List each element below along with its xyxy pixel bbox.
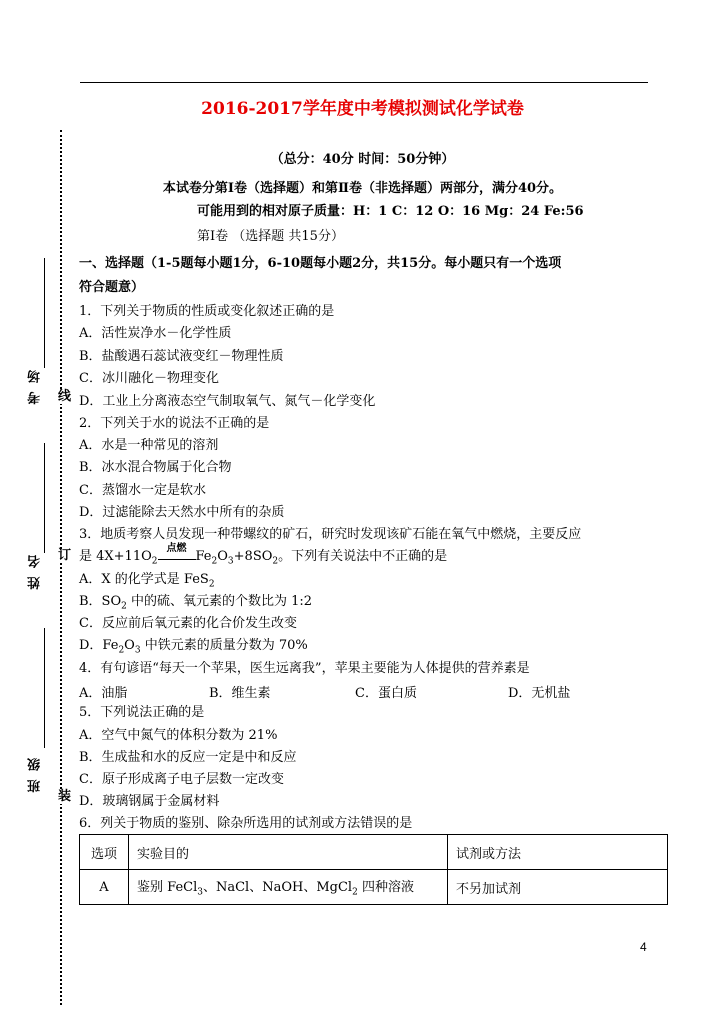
option-d-subscript: 3 bbox=[134, 645, 141, 656]
part-one-heading: 第Ⅰ卷 （选择题 共15分） bbox=[197, 229, 344, 244]
ignite-condition: 点燃 bbox=[166, 543, 187, 554]
question-6-table bbox=[79, 834, 668, 905]
option-d-text-mid: O bbox=[124, 638, 135, 653]
purpose-subscript: 2 bbox=[352, 887, 358, 898]
purpose-text-mid: 、NaCl、NaOH、MgCl bbox=[202, 880, 353, 896]
option-d-text-tail: 中铁元素的质量分数为 70% bbox=[140, 638, 308, 653]
question-4-option-a: A．油脂 bbox=[79, 686, 128, 701]
name-label: 姓 名 bbox=[28, 553, 43, 590]
question-2-option-d: D．过滤能除去天然水中所有的杂质 bbox=[79, 505, 285, 520]
option-a-subscript: 2 bbox=[208, 579, 215, 590]
question-3-stem: 3．地质考察人员发现一种带螺纹的矿石，研究时发现该矿石能在氧气中燃烧，主要反应 bbox=[79, 527, 582, 542]
question-2-option-c: C．蒸馏水一定是软水 bbox=[79, 483, 206, 498]
question-3-option-b bbox=[79, 593, 312, 616]
question-2-option-b: B．冰水混合物属于化合物 bbox=[79, 460, 232, 475]
question-5-option-c: C．原子形成离子电子层数一定改变 bbox=[79, 772, 284, 787]
question-1-stem: 1．下列关于物质的性质或变化叙述正确的是 bbox=[79, 304, 335, 319]
equation-product-1: Fe bbox=[195, 549, 212, 564]
equation-subscript: 2 bbox=[151, 556, 158, 567]
question-1-option-a: A．活性炭净水－化学性质 bbox=[79, 326, 232, 341]
table-cell-purpose bbox=[129, 870, 448, 905]
table-header-row bbox=[80, 835, 668, 870]
question-3-stem-tail: 。下列有关说法中不正确的是 bbox=[278, 549, 448, 564]
equation-subscript: 3 bbox=[227, 556, 234, 567]
reaction-condition bbox=[158, 543, 196, 560]
class-fill-line bbox=[44, 628, 45, 748]
question-4-option-b: B．维生素 bbox=[209, 686, 271, 701]
purpose-text: 鉴别 FeCl bbox=[137, 880, 198, 896]
table-header-option: 选项 bbox=[80, 835, 129, 870]
option-b-subscript: 2 bbox=[121, 601, 127, 612]
header-rule bbox=[80, 82, 648, 83]
name-fill-line bbox=[44, 443, 45, 553]
reaction-arrow bbox=[158, 559, 196, 560]
table-header-purpose: 实验目的 bbox=[129, 835, 448, 870]
question-5-option-a: A．空气中氮气的体积分数为 21% bbox=[79, 728, 278, 743]
question-4-option-c: C．蛋白质 bbox=[355, 686, 417, 701]
table-cell-option: A bbox=[80, 870, 129, 905]
equation-product-1b: O bbox=[217, 549, 228, 564]
equation-subscript: 2 bbox=[211, 556, 218, 567]
table-row bbox=[80, 870, 668, 905]
room-fill-line bbox=[44, 258, 45, 368]
question-2-stem: 2．下列关于水的说法不正确的是 bbox=[79, 416, 270, 431]
binding-dotted-line bbox=[60, 130, 62, 1005]
question-5-option-d: D．玻璃钢属于金属材料 bbox=[79, 794, 220, 809]
order-marker: 订 bbox=[58, 548, 72, 563]
equation-subscript: 2 bbox=[272, 556, 279, 567]
question-4-option-d: D．无机盐 bbox=[508, 686, 571, 701]
option-d-subscript: 2 bbox=[118, 645, 125, 656]
question-5-option-b: B．生成盐和水的反应一定是中和反应 bbox=[79, 750, 297, 765]
section-heading-line2: 符合题意） bbox=[79, 280, 145, 295]
question-3-equation bbox=[79, 543, 448, 571]
exam-intro: 本试卷分第Ⅰ卷（选择题）和第Ⅱ卷（非选择题）两部分，满分40分。 bbox=[162, 181, 563, 196]
class-label: 班 级 bbox=[28, 756, 43, 793]
purpose-subscript: 3 bbox=[197, 887, 203, 898]
line-marker: 线 bbox=[58, 389, 72, 404]
table-header-method: 试剂或方法 bbox=[448, 835, 668, 870]
exam-title: 2016-2017学年度中考模拟测试化学试卷 bbox=[201, 99, 524, 119]
bind-marker: 装 bbox=[58, 789, 72, 804]
question-3-option-d bbox=[79, 637, 308, 660]
table-cell-method: 不另加试剂 bbox=[448, 870, 668, 905]
question-1-option-b: B．盐酸遇石蕊试液变红－物理性质 bbox=[79, 349, 284, 364]
question-1-option-c: C．冰川融化－物理变化 bbox=[79, 371, 219, 386]
question-2-option-a: A．水是一种常见的溶剂 bbox=[79, 438, 219, 453]
question-4-stem: 4．有句谚语“每天一个苹果，医生远离我”，苹果主要能为人体提供的营养素是 bbox=[79, 661, 530, 676]
question-6-stem: 6．列关于物质的鉴别、除杂所选用的试剂或方法错误的是 bbox=[79, 816, 413, 831]
page-number: 4 bbox=[640, 940, 647, 954]
question-3-option-a bbox=[79, 571, 215, 594]
option-d-text: D．Fe bbox=[79, 638, 119, 653]
equation-product-2: +8SO bbox=[233, 549, 273, 564]
question-5-stem: 5．下列说法正确的是 bbox=[79, 705, 205, 720]
question-3-option-c: C．反应前后氧元素的化合价发生改变 bbox=[79, 616, 297, 631]
atomic-mass-info: 可能用到的相对原子质量：H：1 C：12 O：16 Mg：24 Fe:56 bbox=[197, 204, 584, 219]
purpose-text-tail: 四种溶液 bbox=[357, 880, 414, 896]
question-1-option-d: D．工业上分离液态空气制取氧气、氮气－化学变化 bbox=[79, 394, 376, 409]
option-a-text: A．X 的化学式是 FeS bbox=[79, 572, 209, 587]
option-b-text: B．SO bbox=[79, 594, 122, 609]
score-time-info: （总分：40分 时间：50分钟） bbox=[270, 152, 455, 167]
option-b-text-tail: 中的硫、氧元素的个数比为 1:2 bbox=[126, 594, 313, 609]
section-heading-line1: 一、选择题（1-5题每小题1分，6-10题每小题2分，共15分。每小题只有一个选项 bbox=[79, 256, 562, 271]
equation-reactants: 是 4X+11O bbox=[79, 549, 152, 564]
exam-room-label: 考 场 bbox=[28, 368, 43, 405]
